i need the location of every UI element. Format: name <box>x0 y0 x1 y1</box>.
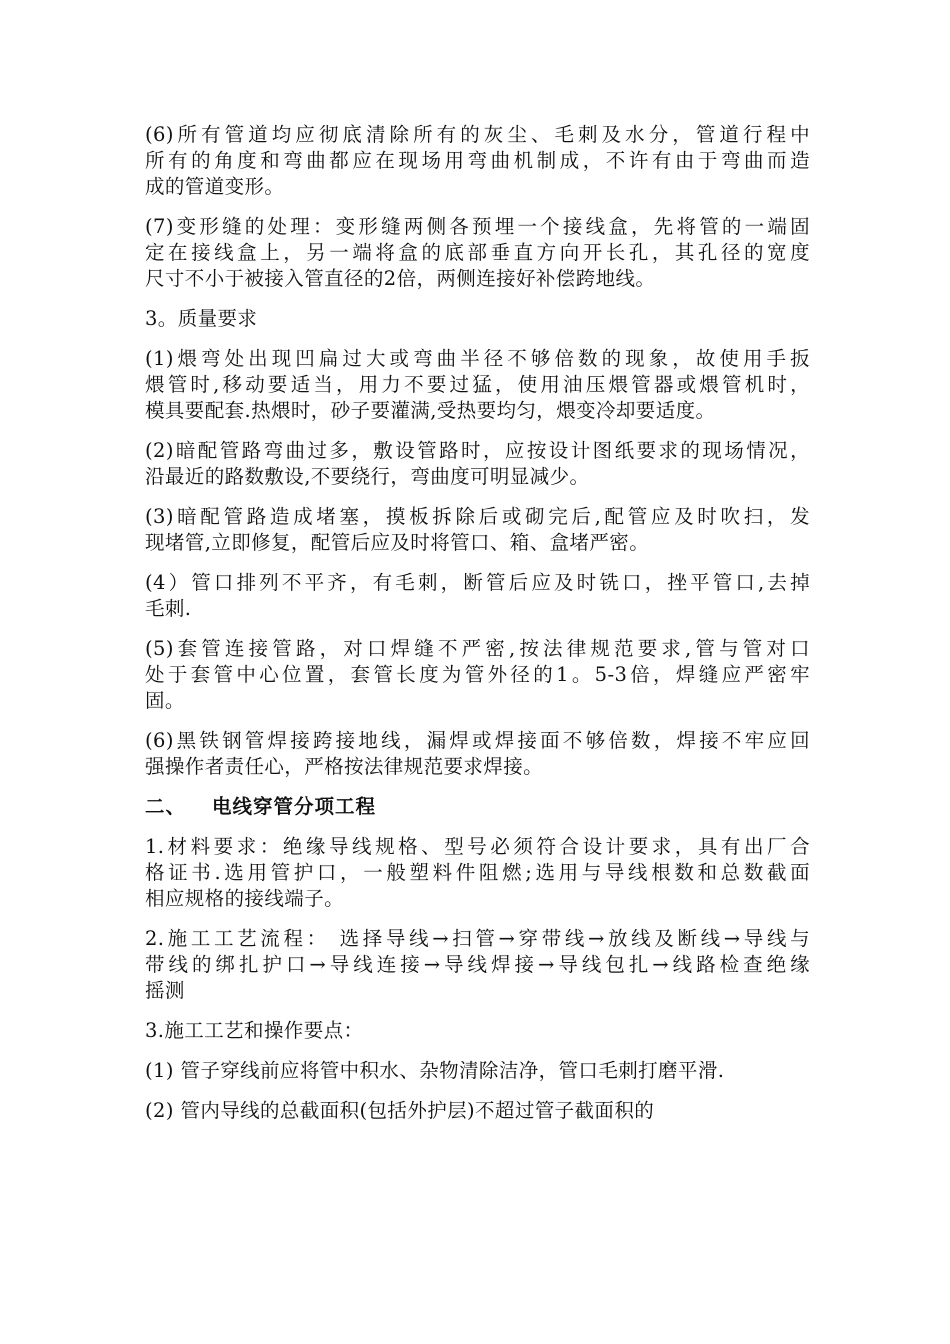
text-line: 处于套管中心位置，套管长度为管外径的1。5-3倍，焊缝应严密牢 <box>145 663 810 686</box>
paragraph <box>145 438 810 490</box>
text-line: 模具要配套.热煨时，砂子要灌满,受热要均匀，煨变冷却要适度。 <box>145 399 716 422</box>
text-line: 相应规格的接线端子。 <box>145 887 345 910</box>
section-heading <box>145 794 810 820</box>
document-page <box>145 122 810 1138</box>
text-line: 1.材料要求：绝缘导线规格、型号必须符合设计要求，具有出厂合 <box>145 835 810 858</box>
paragraph <box>145 214 810 292</box>
text-line: (3)暗配管路造成堵塞，摸板拆除后或砌完后,配管应及时吹扫，发 <box>145 505 810 528</box>
text-line: 现堵管,立即修复，配管后应及时将管口、箱、盒堵严密。 <box>145 531 650 554</box>
text-line: (7)变形缝的处理：变形缝两侧各预埋一个接线盒，先将管的一端固 <box>145 215 810 238</box>
section-heading-title: 电线穿管分项工程 <box>212 795 377 818</box>
text-line: (2) 管内导线的总截面积(包括外护层)不超过管子截面积的 <box>145 1099 655 1122</box>
paragraph <box>145 834 810 912</box>
text-line: 定在接线盒上，另一端将盒的底部垂直方向开长孔，其孔径的宽度 <box>145 241 810 264</box>
text-line: (4）管口排列不平齐，有毛刺，断管后应及时铣口，挫平管口,去掉 <box>145 571 810 594</box>
paragraph <box>145 504 810 556</box>
section-heading-number: 二、 <box>145 795 187 818</box>
text-line: (5)套管连接管路，对口焊缝不严密,按法律规范要求,管与管对口 <box>145 637 810 660</box>
text-line: (6)黑铁钢管焊接跨接地线，漏焊或焊接面不够倍数，焊接不牢应回 <box>145 729 810 752</box>
text-line: 煨管时,移动要适当，用力不要过猛，使用油压煨管器或煨管机时， <box>145 373 810 396</box>
text-line: 所有的角度和弯曲都应在现场用弯曲机制成，不许有由于弯曲而造 <box>145 149 810 172</box>
text-line: 沿最近的路数敷设,不要绕行，弯曲度可明显减少。 <box>145 465 590 488</box>
paragraph <box>145 1098 810 1124</box>
paragraph <box>145 636 810 714</box>
text-line: 格证书.选用管护口，一般塑料件阻燃;选用与导线根数和总数截面 <box>145 861 810 884</box>
paragraph <box>145 570 810 622</box>
text-line: 固。 <box>145 689 185 712</box>
text-line: 强操作者责任心，严格按法律规范要求焊接。 <box>145 755 544 778</box>
text-line: 成的管道变形。 <box>145 175 285 198</box>
paragraph <box>145 306 810 332</box>
text-line: 3。质量要求 <box>145 307 258 330</box>
wire-threading-section <box>145 834 810 1124</box>
paragraph <box>145 122 810 200</box>
paragraph <box>145 346 810 424</box>
text-line: 3.施工工艺和操作要点： <box>145 1019 364 1042</box>
text-line: (2)暗配管路弯曲过多，敷设管路时，应按设计图纸要求的现场情况， <box>145 439 810 462</box>
text-line: (6)所有管道均应彻底清除所有的灰尘、毛刺及水分，管道行程中 <box>145 123 810 146</box>
text-line: (1)煨弯处出现凹扁过大或弯曲半径不够倍数的现象，故使用手扳 <box>145 347 810 370</box>
paragraph <box>145 926 810 1004</box>
paragraph <box>145 728 810 780</box>
text-line: 2.施工工艺流程： 选择导线→扫管→穿带线→放线及断线→导线与 <box>145 927 810 950</box>
text-line: 摇测 <box>145 979 185 1002</box>
paragraph <box>145 1018 810 1044</box>
quality-section <box>145 122 810 780</box>
text-line: 带线的绑扎护口→导线连接→导线焊接→导线包扎→线路检查绝缘 <box>145 953 810 976</box>
paragraph <box>145 1058 810 1084</box>
text-line: (1) 管子穿线前应将管中积水、杂物清除洁净，管口毛刺打磨平滑. <box>145 1059 725 1082</box>
text-line: 毛刺. <box>145 597 192 620</box>
text-line: 尺寸不小于被接入管直径的2倍，两侧连接好补偿跨地线。 <box>145 267 656 290</box>
